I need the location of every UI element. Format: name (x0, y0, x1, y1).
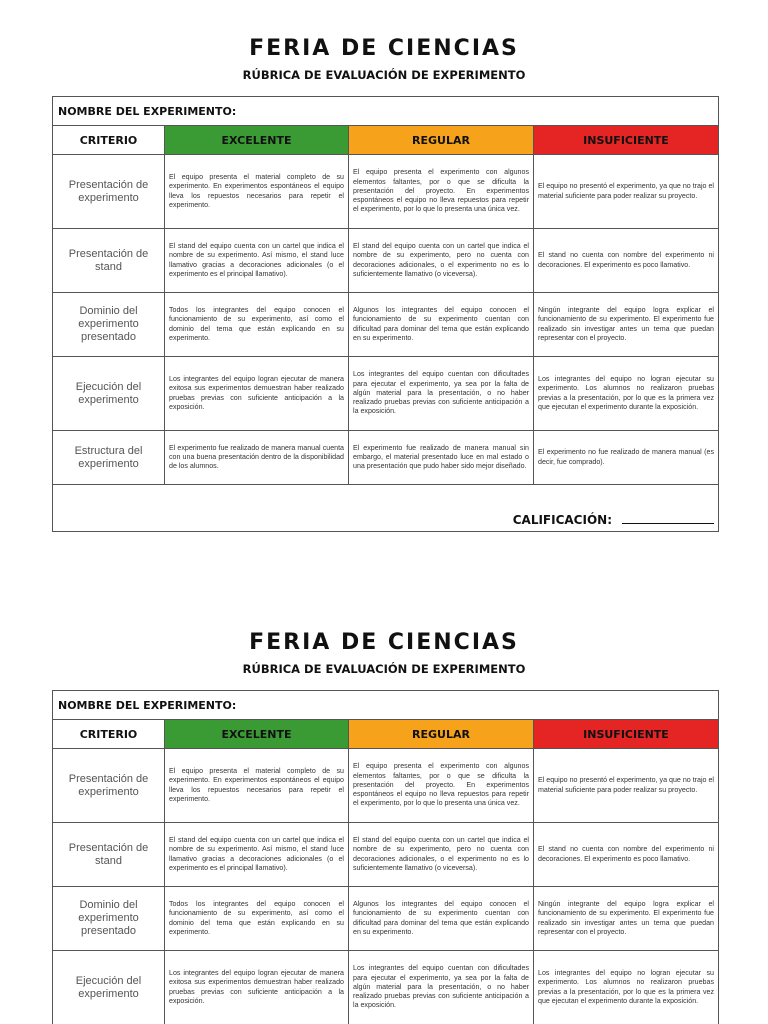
excellent-descriptor[interactable]: Todos los integrantes del equipo conocen el funcionamiento de su experimento, así como el dominio del tema que están explicando en su experimento. (165, 887, 349, 951)
page-title: FERIA DE CIENCIAS (249, 36, 519, 61)
header-insufficient: INSUFICIENTE (534, 720, 719, 749)
insufficient-descriptor[interactable]: El equipo no presentó el experimento, ya que no trajo el material suficiente para poder realizar su proyecto. (534, 155, 719, 229)
header-excellent: EXCELENTE (165, 126, 349, 155)
regular-descriptor[interactable]: El equipo presenta el experimento con algunos elementos faltantes, por o que se dificulta la presentación del proyecto. En experimentos espontáneos el equipo no lleva repuestos para repetir el experimento, por lo que lo presenta una única vez. (349, 749, 534, 823)
criterion-label: Presentación de stand (53, 823, 165, 887)
excellent-descriptor[interactable]: El equipo presenta el material completo de su experimento. En experimentos espontáneos el equipo lleva los repuestos necesarios para repetir el experimento. (165, 155, 349, 229)
rubric-row (53, 155, 719, 229)
regular-descriptor[interactable]: El stand del equipo cuenta con un cartel que indica el nombre de su experimento, pero no cuenta con decoraciones adicionales, o el experimento no es lo suficientemente llamativo (o viceversa). (349, 229, 534, 293)
header-criterion: CRITERIO (53, 720, 165, 749)
header-regular: REGULAR (349, 126, 534, 155)
regular-descriptor[interactable]: El equipo presenta el experimento con algunos elementos faltantes, por o que se dificulta la presentación del proyecto. En experimentos espontáneos el equipo no lleva repuestos para repetir el experimento, por lo que lo presenta una única vez. (349, 155, 534, 229)
insufficient-descriptor[interactable]: Los integrantes del equipo no logran ejecutar su experimento. Los alumnos no realizaron pruebas previas a la presentación, por lo que es la primera vez que ejecutan el experimento durante la exposición. (534, 357, 719, 431)
regular-descriptor[interactable]: Algunos los integrantes del equipo conocen el funcionamiento de su experimento cuentan con dificultad para dominar del tema que están explicando en su experimento. (349, 293, 534, 357)
criterion-label: Ejecución del experimento (53, 951, 165, 1024)
excellent-descriptor[interactable]: Los integrantes del equipo logran ejecutar de manera exitosa sus experimentos demuestran haber realizado pruebas previas con suficiente anticipación a la exposición. (165, 951, 349, 1024)
rubric-row (53, 357, 719, 431)
excellent-descriptor[interactable]: El stand del equipo cuenta con un cartel que indica el nombre de su experimento. Así mismo, el stand luce llamativo gracias a decoraciones adicionales (o el experimento es el principal llamativo). (165, 229, 349, 293)
insufficient-descriptor[interactable]: Ningún integrante del equipo logra explicar el funcionamiento de su experimento. El experimento fue realizado sin investigar antes un tema que puedan representar con el proyecto. (534, 293, 719, 357)
criterion-label: Estructura del experimento (53, 431, 165, 485)
regular-descriptor[interactable]: El stand del equipo cuenta con un cartel que indica el nombre de su experimento, pero no cuenta con decoraciones adicionales, o el experimento no es lo suficientemente llamativo (o viceversa). (349, 823, 534, 887)
rubric-row (53, 293, 719, 357)
regular-descriptor[interactable]: Algunos los integrantes del equipo conocen el funcionamiento de su experimento cuentan con dificultad para dominar del tema que están explicando en su experimento. (349, 887, 534, 951)
excellent-descriptor[interactable]: El stand del equipo cuenta con un cartel que indica el nombre de su experimento. Así mismo, el stand luce llamativo gracias a decoraciones adicionales (o el experimento es el principal llamativo). (165, 823, 349, 887)
criterion-label: Presentación de stand (53, 229, 165, 293)
insufficient-descriptor[interactable]: El equipo no presentó el experimento, ya que no trajo el material suficiente para poder realizar su proyecto. (534, 749, 719, 823)
excellent-descriptor[interactable]: El equipo presenta el material completo de su experimento. En experimentos espontáneos el equipo lleva los repuestos necesarios para repetir el experimento. (165, 749, 349, 823)
score-field[interactable] (513, 511, 714, 527)
rubric-row (53, 749, 719, 823)
rubric-sheet-2 (0, 594, 768, 1024)
criterion-label: Dominio del experimento presentado (53, 293, 165, 357)
criterion-label: Ejecución del experimento (53, 357, 165, 431)
insufficient-descriptor[interactable]: El stand no cuenta con nombre del experimento ni decoraciones. El experimento es poco llamativo. (534, 823, 719, 887)
rubric-row (53, 229, 719, 293)
score-blank-line[interactable] (622, 511, 714, 524)
header-regular: REGULAR (349, 720, 534, 749)
regular-descriptor[interactable]: El experimento fue realizado de manera manual sin embargo, el material presentado luce en mal estado o una presentación que pudo haber sido mejor diseñado. (349, 431, 534, 485)
header-excellent: EXCELENTE (165, 720, 349, 749)
experiment-name-field[interactable]: NOMBRE DEL EXPERIMENTO: (53, 691, 719, 720)
regular-descriptor[interactable]: Los integrantes del equipo cuentan con dificultades para ejecutar el experimento, ya sea por la falta de algún material para la presentación, o no haber realizado pruebas previas con suficiente anticipación a la exposición. (349, 357, 534, 431)
score-label: CALIFICACIÓN: (512, 513, 612, 527)
insufficient-descriptor[interactable]: El stand no cuenta con nombre del experimento ni decoraciones. El experimento es poco llamativo. (534, 229, 719, 293)
rubric-row (53, 951, 719, 1024)
rubric-table (52, 96, 719, 532)
header-insufficient: INSUFICIENTE (534, 126, 719, 155)
criterion-label: Presentación de experimento (53, 749, 165, 823)
insufficient-descriptor[interactable]: El experimento no fue realizado de manera manual (es decir, fue comprado). (534, 431, 719, 485)
rubric-table (52, 690, 719, 1024)
page-subtitle: RÚBRICA DE EVALUACIÓN DE EXPERIMENTO (242, 68, 526, 82)
rubric-row (53, 823, 719, 887)
excellent-descriptor[interactable]: Todos los integrantes del equipo conocen el funcionamiento de su experimento, así como el dominio del tema que están explicando en su experimento. (165, 293, 349, 357)
regular-descriptor[interactable]: Los integrantes del equipo cuentan con dificultades para ejecutar el experimento, ya sea por la falta de algún material para la presentación, o no haber realizado pruebas previas con suficiente anticipación a la exposición. (349, 951, 534, 1024)
header-criterion: CRITERIO (53, 126, 165, 155)
excellent-descriptor[interactable]: Los integrantes del equipo logran ejecutar de manera exitosa sus experimentos demuestran haber realizado pruebas previas con suficiente anticipación a la exposición. (165, 357, 349, 431)
criterion-label: Dominio del experimento presentado (53, 887, 165, 951)
score-row (53, 485, 719, 532)
page-title: FERIA DE CIENCIAS (249, 630, 519, 655)
insufficient-descriptor[interactable]: Ningún integrante del equipo logra explicar el funcionamiento de su experimento. El experimento fue realizado sin investigar antes un tema que puedan representar con el proyecto. (534, 887, 719, 951)
excellent-descriptor[interactable]: El experimento fue realizado de manera manual cuenta con una buena presentación dentro de la disponibilidad de los alumnos. (165, 431, 349, 485)
criterion-label: Presentación de experimento (53, 155, 165, 229)
experiment-name-field[interactable]: NOMBRE DEL EXPERIMENTO: (53, 97, 719, 126)
rubric-row (53, 887, 719, 951)
rubric-row (53, 431, 719, 485)
page-subtitle: RÚBRICA DE EVALUACIÓN DE EXPERIMENTO (242, 662, 526, 676)
insufficient-descriptor[interactable]: Los integrantes del equipo no logran ejecutar su experimento. Los alumnos no realizaron pruebas previas a la presentación, por lo que es la primera vez que ejecutan el experimento durante la exposición. (534, 951, 719, 1024)
